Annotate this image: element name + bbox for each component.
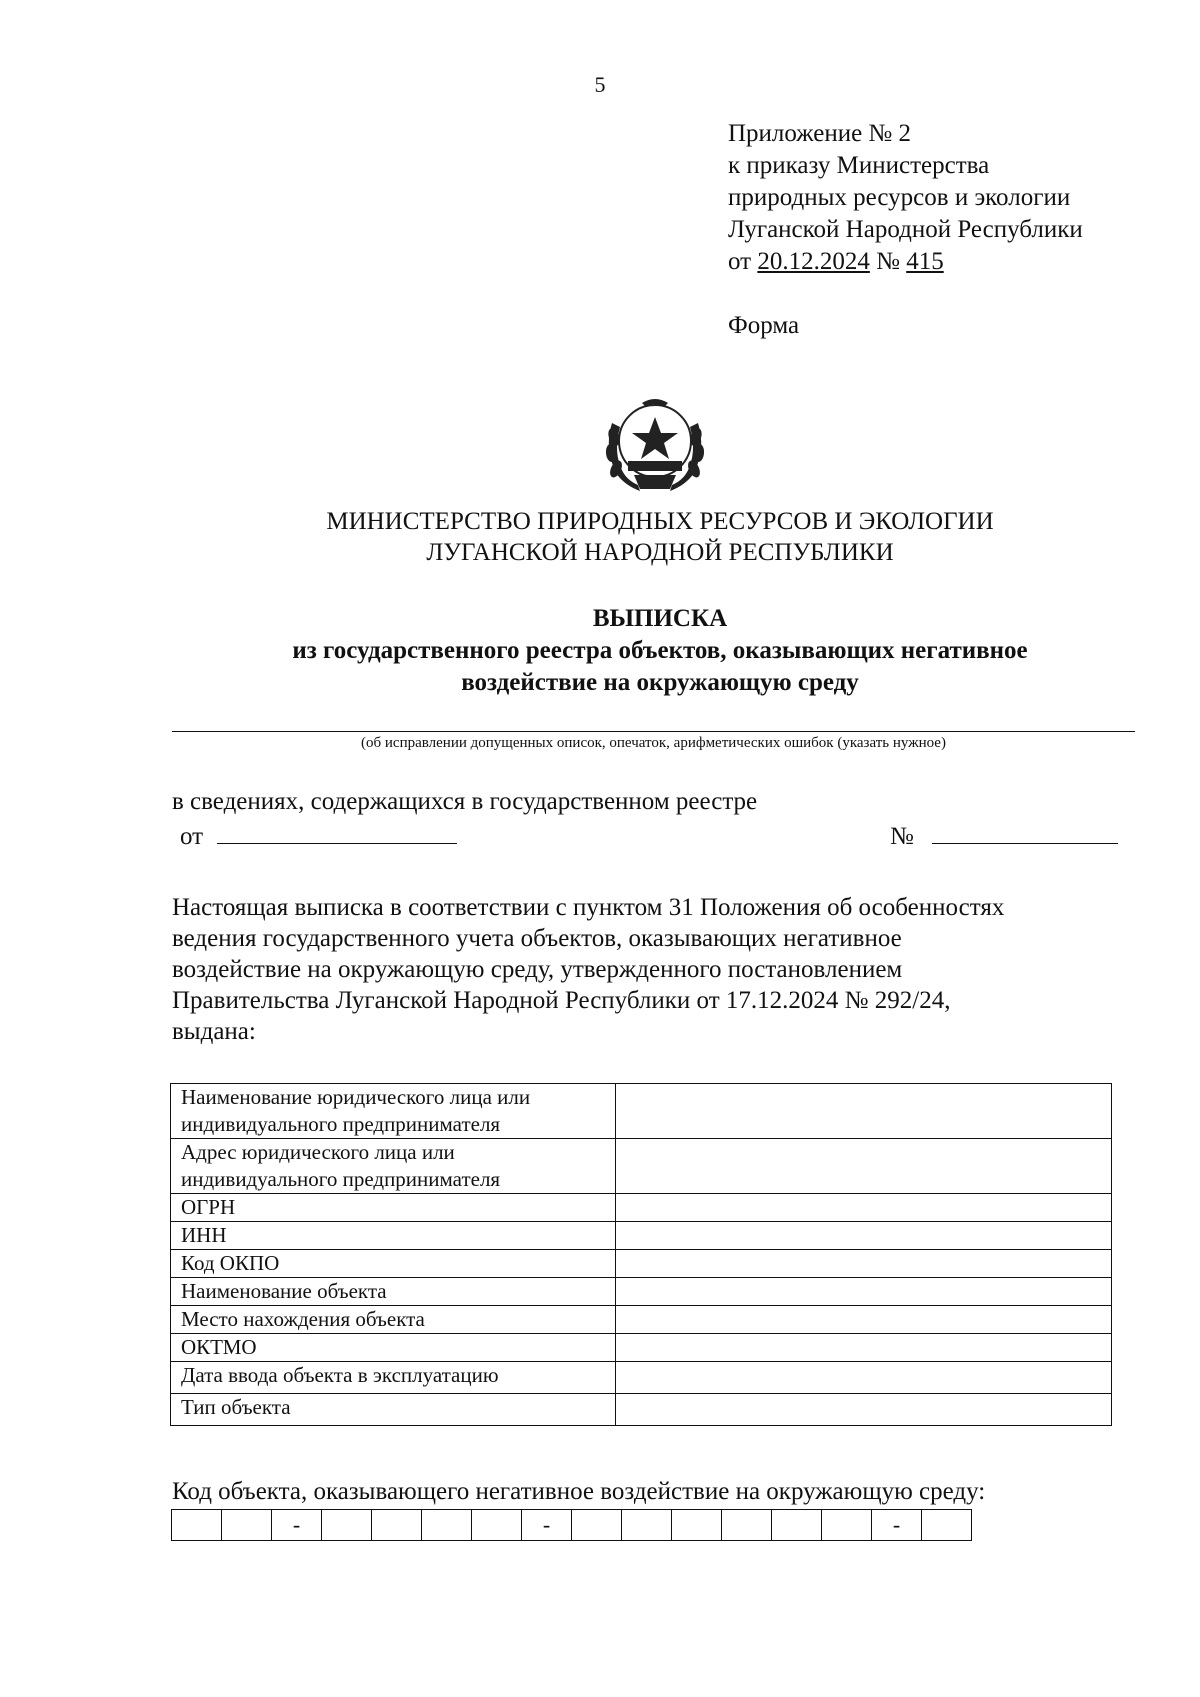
code-cell[interactable] bbox=[222, 1510, 272, 1541]
appendix-number: 415 bbox=[906, 248, 944, 275]
code-cell[interactable] bbox=[572, 1510, 622, 1541]
row-label: ОГРН bbox=[171, 1194, 616, 1222]
row-label: Код ОКПО bbox=[171, 1250, 616, 1278]
table-row bbox=[171, 1334, 1112, 1362]
row-value[interactable] bbox=[616, 1334, 1112, 1362]
row-label: ИНН bbox=[171, 1222, 616, 1250]
row-label: Наименование юридического лица или индивидуального предпринимателя bbox=[171, 1084, 616, 1139]
appendix-line-1: Приложение № 2 bbox=[728, 120, 912, 147]
appendix-number-sign: № bbox=[876, 248, 900, 275]
row-value[interactable] bbox=[616, 1306, 1112, 1334]
object-code-grid bbox=[171, 1509, 972, 1541]
code-cell[interactable] bbox=[472, 1510, 522, 1541]
paragraph-line-3: воздействие на окружающую среду, утвержденного постановлением bbox=[172, 956, 903, 983]
table-row bbox=[171, 1306, 1112, 1334]
appendix-line-3: природных ресурсов и экологии bbox=[728, 184, 1071, 211]
object-code-label: Код объекта, оказывающего негативное воздействие на окружающую среду: bbox=[172, 1478, 986, 1505]
paragraph-line-2: ведения государственного учета объектов, оказывающих негативное bbox=[172, 925, 902, 952]
from-label: от bbox=[180, 823, 204, 850]
row-label: Наименование объекта bbox=[171, 1278, 616, 1306]
code-cell[interactable] bbox=[722, 1510, 772, 1541]
table-row bbox=[171, 1139, 1112, 1194]
appendix-date-prefix: от bbox=[728, 248, 752, 275]
appendix-line-4: Луганской Народной Республики bbox=[728, 216, 1083, 243]
code-cell[interactable] bbox=[622, 1510, 672, 1541]
row-value[interactable] bbox=[616, 1222, 1112, 1250]
appendix-date-line bbox=[728, 246, 1083, 278]
code-cell[interactable] bbox=[322, 1510, 372, 1541]
code-cell[interactable] bbox=[172, 1510, 222, 1541]
table-row bbox=[171, 1222, 1112, 1250]
paragraph-line-4: Правительства Луганской Народной Республики от 17.12.2024 № 292/24, bbox=[172, 987, 951, 1014]
row-value[interactable] bbox=[616, 1084, 1112, 1139]
table-row bbox=[171, 1394, 1112, 1426]
row-value[interactable] bbox=[616, 1250, 1112, 1278]
form-label: Форма bbox=[728, 312, 800, 339]
number-line bbox=[890, 821, 1118, 851]
row-label: Тип объекта bbox=[171, 1394, 616, 1426]
code-cell[interactable] bbox=[672, 1510, 722, 1541]
coat-of-arms-icon bbox=[594, 393, 716, 503]
code-cell[interactable] bbox=[772, 1510, 822, 1541]
table-row bbox=[171, 1194, 1112, 1222]
from-date-blank bbox=[217, 821, 457, 844]
title-line-1: ВЫПИСКА bbox=[592, 605, 728, 632]
number-blank bbox=[932, 821, 1118, 844]
appendix-block bbox=[728, 118, 1083, 278]
ministry-line-1: МИНИСТЕРСТВО ПРИРОДНЫХ РЕСУРСОВ И ЭКОЛОГИИ bbox=[326, 508, 994, 535]
code-cell[interactable] bbox=[422, 1510, 472, 1541]
ministry-line-2: ЛУГАНСКОЙ НАРОДНОЙ РЕСПУБЛИКИ bbox=[426, 539, 894, 566]
code-separator: - bbox=[272, 1510, 322, 1541]
code-cell[interactable] bbox=[922, 1510, 972, 1541]
document-title bbox=[0, 603, 1200, 699]
paragraph-line-1: Настоящая выписка в соответствии с пунктом 31 Положения об особенностях bbox=[172, 894, 1005, 921]
table-row bbox=[171, 1084, 1112, 1139]
code-separator: - bbox=[872, 1510, 922, 1541]
row-value[interactable] bbox=[616, 1194, 1112, 1222]
code-separator: - bbox=[522, 1510, 572, 1541]
row-label: ОКТМО bbox=[171, 1334, 616, 1362]
appendix-date: 20.12.2024 bbox=[757, 248, 870, 275]
code-row bbox=[172, 1510, 972, 1541]
correction-hint: (об исправлении допущенных описок, опечаток, арифметических ошибок (указать нужное) bbox=[361, 735, 946, 751]
row-value[interactable] bbox=[616, 1362, 1112, 1394]
row-label: Адрес юридического лица или индивидуального предпринимателя bbox=[171, 1139, 616, 1194]
title-line-3: воздействие на окружающую среду bbox=[461, 669, 859, 696]
row-label: Место нахождения объекта bbox=[171, 1306, 616, 1334]
code-cell[interactable] bbox=[822, 1510, 872, 1541]
from-line bbox=[180, 821, 457, 851]
appendix-line-2: к приказу Министерства bbox=[728, 152, 990, 179]
row-value[interactable] bbox=[616, 1278, 1112, 1306]
page-number: 5 bbox=[594, 72, 606, 97]
row-label: Дата ввода объекта в эксплуатацию bbox=[171, 1362, 616, 1394]
code-cell[interactable] bbox=[372, 1510, 422, 1541]
register-line: в сведениях, содержащихся в государственном реестре bbox=[172, 788, 758, 815]
row-value[interactable] bbox=[616, 1394, 1112, 1426]
intro-paragraph bbox=[172, 892, 1132, 1047]
table-row bbox=[171, 1278, 1112, 1306]
title-line-2: из государственного реестра объектов, оказывающих негативное bbox=[292, 637, 1028, 664]
table-row bbox=[171, 1362, 1112, 1394]
ministry-name bbox=[0, 506, 1200, 568]
correction-blank-line bbox=[172, 731, 1135, 732]
table-row bbox=[171, 1250, 1112, 1278]
info-table bbox=[170, 1083, 1112, 1426]
number-label: № bbox=[890, 823, 914, 850]
paragraph-line-5: выдана: bbox=[172, 1018, 256, 1045]
row-value[interactable] bbox=[616, 1139, 1112, 1194]
